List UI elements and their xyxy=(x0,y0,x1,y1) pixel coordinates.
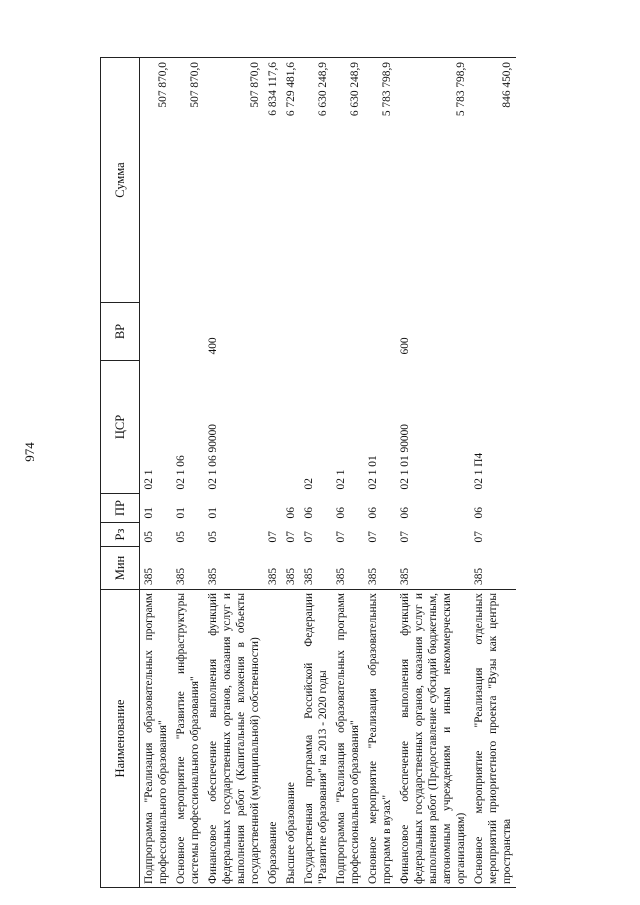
rotated-table-container xyxy=(100,58,600,888)
row-pr: 01 xyxy=(143,507,155,519)
budget-table xyxy=(100,57,516,888)
row-csr: 02 1 01 xyxy=(367,455,379,490)
row-pr: 06 xyxy=(303,507,315,519)
table-row xyxy=(396,58,470,888)
table-row xyxy=(470,58,516,888)
row-rz: 07 xyxy=(335,531,347,543)
row-pr: 06 xyxy=(399,507,411,519)
table-row xyxy=(204,58,264,888)
row-pr: 06 xyxy=(335,507,347,519)
row-sum: 6 630 248,9 xyxy=(300,58,332,303)
row-name: Основное мероприятие "Реализация отдельных мероприятий приоритетного проекта "Вузы как центры пространства xyxy=(470,590,516,888)
row-sum: 846 450,0 xyxy=(470,58,516,303)
row-min: 385 xyxy=(175,567,187,585)
row-name: Подпрограмма "Реализация образовательных программ профессионального образования" xyxy=(140,590,173,888)
row-rz: 07 xyxy=(303,531,315,543)
row-vr xyxy=(470,303,516,361)
row-csr xyxy=(264,361,282,494)
row-min: 385 xyxy=(367,567,379,585)
row-csr: 02 xyxy=(303,478,315,490)
table-row xyxy=(300,58,332,888)
row-min: 385 xyxy=(335,567,347,585)
row-min: 385 xyxy=(267,567,279,585)
row-pr: 06 xyxy=(473,507,485,519)
row-min: 385 xyxy=(473,567,485,585)
header-rz: Рз xyxy=(101,523,140,547)
row-rz: 07 xyxy=(367,531,379,543)
row-csr xyxy=(282,361,300,494)
row-vr xyxy=(264,303,282,361)
row-vr xyxy=(300,303,332,361)
header-pr: ПР xyxy=(101,494,140,523)
row-rz: 05 xyxy=(143,531,155,543)
row-vr xyxy=(282,303,300,361)
header-min: Мин xyxy=(101,547,140,590)
row-rz: 07 xyxy=(285,531,297,543)
row-rz: 07 xyxy=(267,531,279,543)
row-name: Финансовое обеспечение выполнения функций федеральных государственных органов, оказания услуг и выполнения работ (Предоставление субсидий бюджетным, автономным учреждениям и иным некоммерческим организациям) xyxy=(396,590,470,888)
table-row xyxy=(364,58,396,888)
table-row xyxy=(140,58,173,888)
row-vr: 400 xyxy=(207,337,219,355)
row-vr xyxy=(140,303,173,361)
row-name: Подпрограмма "Реализация образовательных программ профессионального образования" xyxy=(332,590,364,888)
row-name: Финансовое обеспечение выполнения функций федеральных государственных органов, оказания услуг и выполнения работ (Капитальные вложения в объекты государственной (муниципальной) собственности) xyxy=(204,590,264,888)
row-csr: 02 1 01 90000 xyxy=(399,424,411,490)
row-sum: 507 870,0 xyxy=(140,58,173,303)
row-sum: 507 870,0 xyxy=(204,58,264,303)
row-sum: 5 783 798,9 xyxy=(364,58,396,303)
row-sum: 6 630 248,9 xyxy=(332,58,364,303)
row-pr: 01 xyxy=(175,507,187,519)
row-min: 385 xyxy=(303,567,315,585)
row-rz: 05 xyxy=(175,531,187,543)
row-csr: 02 1 xyxy=(335,469,347,490)
table-row xyxy=(172,58,204,888)
row-sum: 6 729 481,6 xyxy=(282,58,300,303)
row-name: Государственная программа Российской Федерации "Развитие образования" на 2013 - 2020 годы xyxy=(300,590,332,888)
row-rz: 05 xyxy=(207,531,219,543)
row-name: Основное мероприятие "Развитие инфраструктуры системы профессионального образования" xyxy=(172,590,204,888)
row-rz: 07 xyxy=(473,531,485,543)
row-vr xyxy=(332,303,364,361)
header-name: Наименование xyxy=(101,590,140,888)
header-sum: Сумма xyxy=(101,58,140,303)
row-rz: 07 xyxy=(399,531,411,543)
row-sum: 5 783 798,9 xyxy=(396,58,470,303)
row-csr: 02 1 П4 xyxy=(473,452,485,490)
row-min: 385 xyxy=(399,567,411,585)
row-name: Основное мероприятие "Реализация образовательных программ в вузах" xyxy=(364,590,396,888)
row-csr: 02 1 06 90000 xyxy=(207,424,219,490)
row-name: Высшее образование xyxy=(282,590,300,888)
row-pr: 01 xyxy=(207,507,219,519)
row-vr xyxy=(172,303,204,361)
row-sum: 507 870,0 xyxy=(172,58,204,303)
row-min: 385 xyxy=(143,567,155,585)
row-pr: 06 xyxy=(367,507,379,519)
table-row xyxy=(332,58,364,888)
row-csr: 02 1 06 xyxy=(175,455,187,490)
row-min: 385 xyxy=(285,567,297,585)
row-vr xyxy=(364,303,396,361)
row-name: Образование xyxy=(264,590,282,888)
header-csr: ЦСР xyxy=(101,361,140,494)
row-sum: 6 834 117,6 xyxy=(264,58,282,303)
row-min: 385 xyxy=(207,567,219,585)
header-vr: ВР xyxy=(101,303,140,361)
page-number: 974 xyxy=(22,442,37,462)
table-row xyxy=(264,58,282,888)
header-row xyxy=(101,58,140,888)
row-vr: 600 xyxy=(399,337,411,355)
table-row xyxy=(282,58,300,888)
row-csr: 02 1 xyxy=(143,469,155,490)
row-pr xyxy=(264,494,282,523)
row-pr: 06 xyxy=(285,507,297,519)
